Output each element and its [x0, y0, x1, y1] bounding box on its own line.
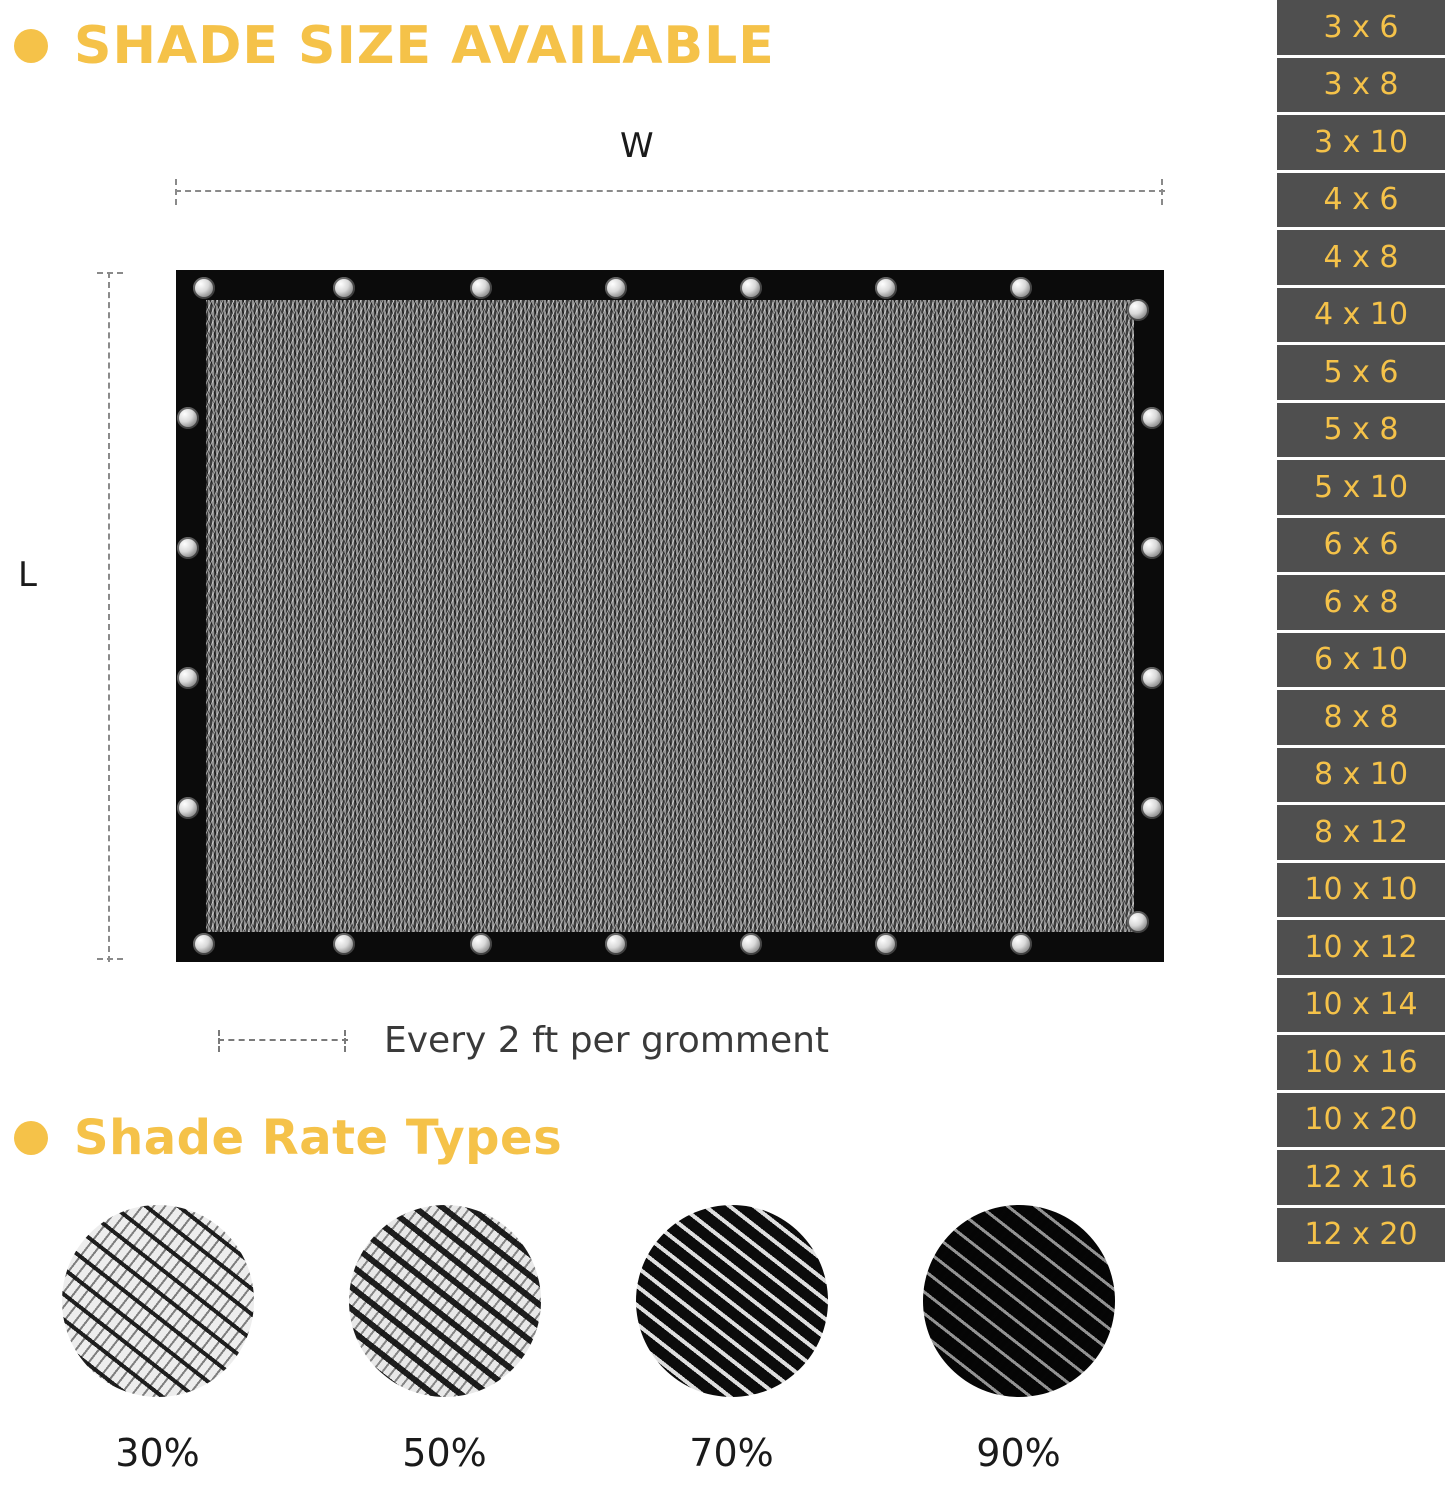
- grommet: [333, 277, 355, 299]
- size-chip: 5 x 8: [1277, 403, 1445, 461]
- size-chip: 4 x 6: [1277, 173, 1445, 231]
- size-chip: 6 x 6: [1277, 518, 1445, 576]
- size-chip: 6 x 10: [1277, 633, 1445, 691]
- size-chip: 5 x 6: [1277, 345, 1445, 403]
- shade-rate-title: [14, 1110, 562, 1166]
- size-chip: 10 x 16: [1277, 1035, 1445, 1093]
- length-dimension-label: L: [18, 555, 37, 595]
- size-chip: 10 x 12: [1277, 920, 1445, 978]
- grommet: [333, 933, 355, 955]
- grommet: [875, 277, 897, 299]
- size-chip: 12 x 16: [1277, 1150, 1445, 1208]
- size-chip: 10 x 10: [1277, 863, 1445, 921]
- shade-rate-item: [921, 1205, 1116, 1475]
- size-chip: 8 x 12: [1277, 805, 1445, 863]
- grommet: [177, 407, 199, 429]
- grommet: [1141, 797, 1163, 819]
- shade-rate-item: [634, 1205, 829, 1475]
- grommet: [177, 797, 199, 819]
- size-chip: 6 x 8: [1277, 575, 1445, 633]
- shade-rate-label: 90%: [976, 1431, 1061, 1475]
- size-chip: 8 x 10: [1277, 748, 1445, 806]
- grommet: [470, 933, 492, 955]
- grommet: [177, 667, 199, 689]
- dimension-cap-left-icon: [175, 179, 179, 205]
- grommet: [1010, 277, 1032, 299]
- grommet: [177, 537, 199, 559]
- grommet: [1010, 933, 1032, 955]
- grommet: [470, 277, 492, 299]
- size-chip: 5 x 10: [1277, 460, 1445, 518]
- grommet: [1141, 537, 1163, 559]
- shade-rate-label: 30%: [115, 1431, 200, 1475]
- shade-rate-item: [60, 1205, 255, 1475]
- shade-rate-item: [347, 1205, 542, 1475]
- available-sizes-list: [1277, 0, 1445, 1265]
- grommet: [740, 933, 762, 955]
- size-chip: 3 x 10: [1277, 115, 1445, 173]
- size-chip: 4 x 10: [1277, 288, 1445, 346]
- dimension-cap-bottom-icon: [97, 958, 123, 962]
- shade-rate-swatch-90: [923, 1205, 1115, 1397]
- grommet: [1141, 667, 1163, 689]
- dimension-cap-top-icon: [97, 272, 123, 276]
- shade-cloth-panel: [176, 270, 1164, 962]
- size-chip: 12 x 20: [1277, 1208, 1445, 1266]
- shade-rate-swatch-30: [62, 1205, 254, 1397]
- grommet: [1127, 911, 1149, 933]
- dimension-cap-left-icon: [218, 1030, 222, 1052]
- grommet-spacing-note: [218, 1020, 829, 1061]
- shade-dimension-diagram: [0, 100, 1240, 1080]
- shade-mesh-texture: [206, 300, 1134, 932]
- shade-rate-list: [60, 1205, 1200, 1475]
- bullet-dot-icon: [14, 1121, 48, 1155]
- shade-rate-label: 70%: [689, 1431, 774, 1475]
- shade-rate-swatch-50: [349, 1205, 541, 1397]
- grommet: [605, 277, 627, 299]
- shade-rate-swatch-70: [636, 1205, 828, 1397]
- shade-rate-label: 50%: [402, 1431, 487, 1475]
- dimension-cap-right-icon: [344, 1030, 348, 1052]
- size-chip: 3 x 8: [1277, 58, 1445, 116]
- size-chip: 3 x 6: [1277, 0, 1445, 58]
- grommet: [1141, 407, 1163, 429]
- page-title-label: SHADE SIZE AVAILABLE: [74, 16, 775, 76]
- page-title: [14, 16, 775, 76]
- grommet: [193, 933, 215, 955]
- grommet: [193, 277, 215, 299]
- shade-rate-title-label: Shade Rate Types: [74, 1110, 563, 1166]
- size-chip: 8 x 8: [1277, 690, 1445, 748]
- bullet-dot-icon: [14, 29, 48, 63]
- grommet-spacing-label: Every 2 ft per gromment: [384, 1020, 830, 1061]
- width-dimension-label: W: [620, 126, 654, 166]
- grommet: [875, 933, 897, 955]
- grommet-spacing-dimension-line: [218, 1039, 348, 1043]
- size-chip: 10 x 14: [1277, 978, 1445, 1036]
- length-dimension-line: [108, 272, 112, 962]
- width-dimension-line: [175, 190, 1165, 194]
- grommet: [605, 933, 627, 955]
- size-chip: 10 x 20: [1277, 1093, 1445, 1151]
- dimension-cap-right-icon: [1161, 179, 1165, 205]
- size-chip: 4 x 8: [1277, 230, 1445, 288]
- grommet: [1127, 299, 1149, 321]
- grommet: [740, 277, 762, 299]
